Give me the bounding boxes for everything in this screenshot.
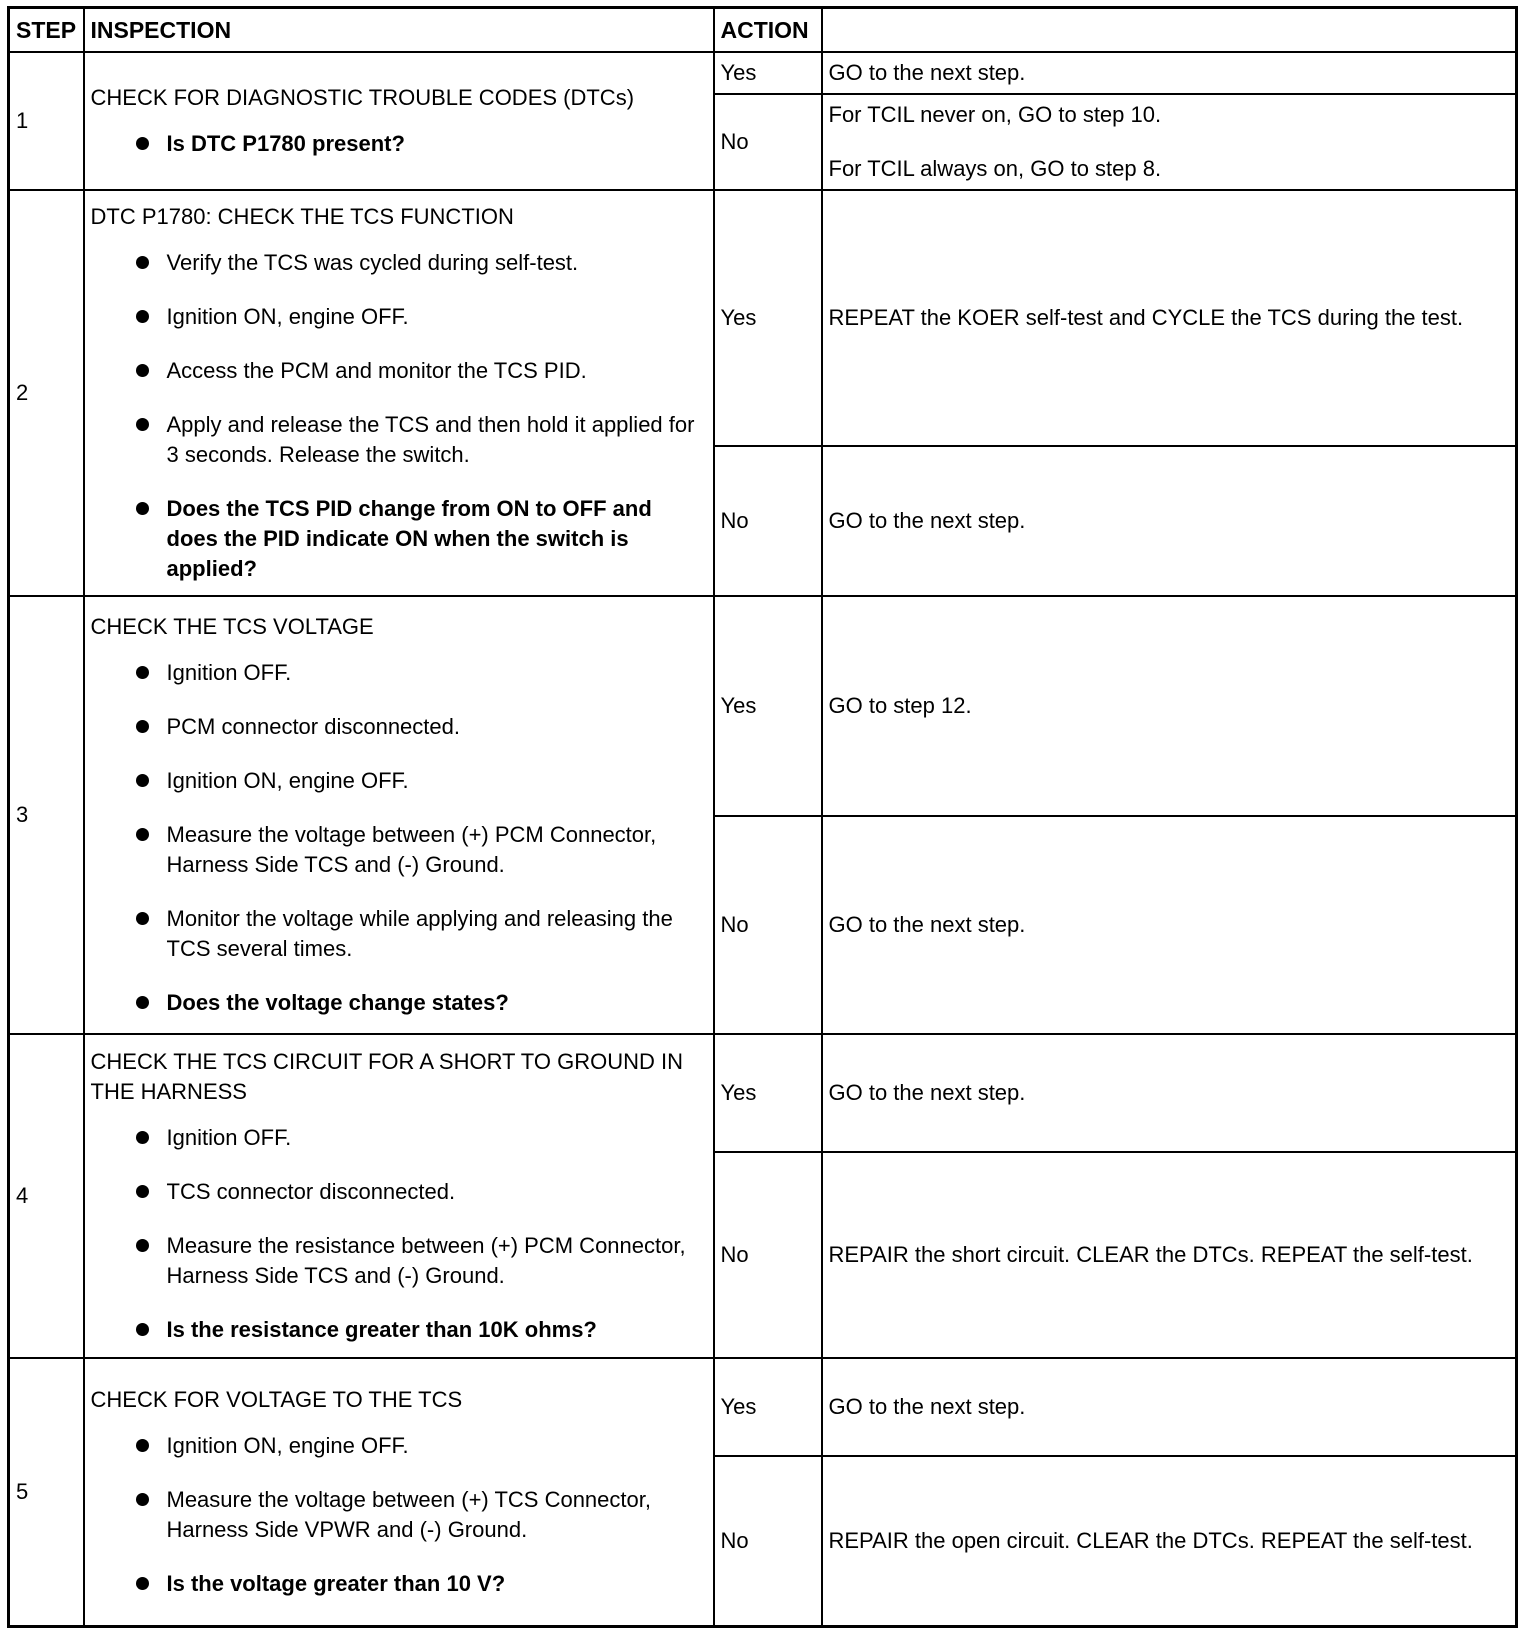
inspection-cell [84,1358,714,1626]
bullet-text: Is the voltage greater than 10 V? [166,1570,506,1596]
bullet-icon [136,137,149,150]
bullet-text: Ignition OFF. [166,660,292,685]
action-text: GO to the next step. [828,60,1026,85]
answer-yes: Yes [714,190,822,446]
bullet-text: PCM connector disconnected. [166,714,460,739]
inspection-instruction [91,1485,707,1545]
bullet-icon [136,666,149,679]
inspection-cell [84,596,714,1034]
table-row [9,1358,1517,1456]
bullet-text: Measure the voltage between (+) TCS Connector, Harness Side VPWR and (-) Ground. [166,1486,651,1542]
action-yes [822,1358,1517,1456]
header-action: ACTION [714,8,822,53]
step-number: 2 [9,190,84,596]
action-yes [822,596,1517,816]
bullet-text: Does the TCS PID change from ON to OFF and does the PID indicate ON when the switch is applied? [166,496,652,581]
table-body [9,52,1517,1626]
action-yes [822,52,1517,94]
action-text: GO to the next step. [828,1080,1026,1105]
diagnostic-table [7,6,1518,1628]
table-row [9,190,1517,446]
inspection-cell [84,190,714,596]
action-text: GO to the next step. [828,508,1026,533]
inspection-instruction [91,658,707,688]
bullet-text: Ignition ON, engine OFF. [166,304,409,329]
answer-no: No [714,816,822,1034]
bullet-icon [136,1439,149,1452]
bullet-text: TCS connector disconnected. [166,1179,456,1204]
bullet-icon [136,720,149,733]
header-result [822,8,1517,53]
bullet-text: Is DTC P1780 present? [166,131,405,156]
bullet-icon [136,418,149,431]
action-no [822,1152,1517,1358]
answer-yes: Yes [714,1034,822,1152]
bullet-icon [136,996,149,1009]
bullet-text: Access the PCM and monitor the TCS PID. [166,358,587,383]
inspection-title: CHECK THE TCS CIRCUIT FOR A SHORT TO GROUND IN THE HARNESS [90,1049,683,1104]
action-text: GO to step 12. [828,693,972,718]
inspection-cell [84,52,714,190]
bullet-icon [136,1493,149,1506]
inspection-cell [84,1034,714,1358]
bullet-icon [136,1239,149,1252]
bullet-icon [136,256,149,269]
inspection-question [91,988,707,1018]
inspection-instruction [91,904,707,964]
inspection-instruction [91,356,707,386]
step-number: 4 [9,1034,84,1358]
inspection-instruction [91,820,707,880]
header-row [9,8,1517,53]
bullet-text: Measure the resistance between (+) PCM Connector, Harness Side TCS and (-) Ground. [166,1233,686,1288]
header-inspection: INSPECTION [84,8,714,53]
diagnostic-table-wrapper [7,6,1518,1628]
inspection-bullets [91,658,707,1018]
bullet-icon [136,1185,149,1198]
inspection-question [91,1569,707,1599]
table-row [9,1034,1517,1152]
action-no [822,816,1517,1034]
inspection-title: CHECK FOR DIAGNOSTIC TROUBLE CODES (DTCs) [90,85,635,110]
bullet-icon [136,1323,149,1336]
inspection-instruction [91,766,707,796]
step-number: 5 [9,1358,84,1626]
inspection-instruction [91,1123,707,1153]
inspection-title: CHECK FOR VOLTAGE TO THE TCS [90,1386,463,1412]
inspection-instruction [91,712,707,742]
answer-yes: Yes [714,52,822,94]
answer-no: No [714,1152,822,1358]
table-row [9,52,1517,94]
answer-no: No [714,94,822,190]
bullet-text: Monitor the voltage while applying and releasing the TCS several times. [166,906,673,961]
answer-no: No [714,1456,822,1626]
bullet-text: Does the voltage change states? [166,990,509,1015]
answer-no: No [714,446,822,596]
bullet-icon [136,912,149,925]
header-step: STEP [9,8,84,53]
inspection-instruction [91,410,707,470]
bullet-text: Measure the voltage between (+) PCM Connector, Harness Side TCS and (-) Ground. [166,822,657,877]
action-text: REPAIR the short circuit. CLEAR the DTCs. REPEAT the self-test. [828,1242,1473,1267]
bullet-text: Verify the TCS was cycled during self-test. [166,250,579,275]
answer-yes: Yes [714,1358,822,1456]
bullet-text: Ignition ON, engine OFF. [166,1432,409,1458]
action-no [822,94,1517,190]
action-no [822,1456,1517,1626]
inspection-instruction [91,302,707,332]
inspection-bullets [91,1431,707,1599]
action-text: GO to the next step. [828,912,1026,937]
inspection-instruction [91,1177,707,1207]
bullet-icon [136,828,149,841]
action-yes [822,1034,1517,1152]
inspection-bullets [91,248,707,584]
answer-yes: Yes [714,596,822,816]
action-text: REPEAT the KOER self-test and CYCLE the TCS during the test. [828,305,1464,330]
step-number: 3 [9,596,84,1034]
bullet-text: Apply and release the TCS and then hold it applied for 3 seconds. Release the switch. [166,412,695,467]
inspection-bullets [91,129,707,159]
action-text: For TCIL never on, GO to step 10. [828,102,1162,127]
bullet-icon [136,1577,149,1590]
action-text: GO to the next step. [828,1394,1026,1419]
inspection-instruction [91,248,707,278]
inspection-instruction [91,1431,707,1461]
bullet-icon [136,310,149,323]
inspection-instruction [91,1231,707,1291]
inspection-question [91,129,707,159]
bullet-icon [136,364,149,377]
bullet-icon [136,774,149,787]
step-number: 1 [9,52,84,190]
bullet-icon [136,502,149,515]
bullet-text: Is the resistance greater than 10K ohms? [166,1317,597,1342]
action-text: For TCIL always on, GO to step 8. [828,156,1162,181]
inspection-question [91,1315,707,1345]
action-text: REPAIR the open circuit. CLEAR the DTCs. REPEAT the self-test. [828,1527,1473,1553]
action-no [822,446,1517,596]
bullet-text: Ignition ON, engine OFF. [166,768,409,793]
bullet-icon [136,1131,149,1144]
bullet-text: Ignition OFF. [166,1125,292,1150]
inspection-title: DTC P1780: CHECK THE TCS FUNCTION [90,204,514,229]
inspection-bullets [91,1123,707,1345]
action-yes [822,190,1517,446]
table-row [9,596,1517,816]
inspection-question [91,494,707,584]
inspection-title: CHECK THE TCS VOLTAGE [90,614,374,639]
